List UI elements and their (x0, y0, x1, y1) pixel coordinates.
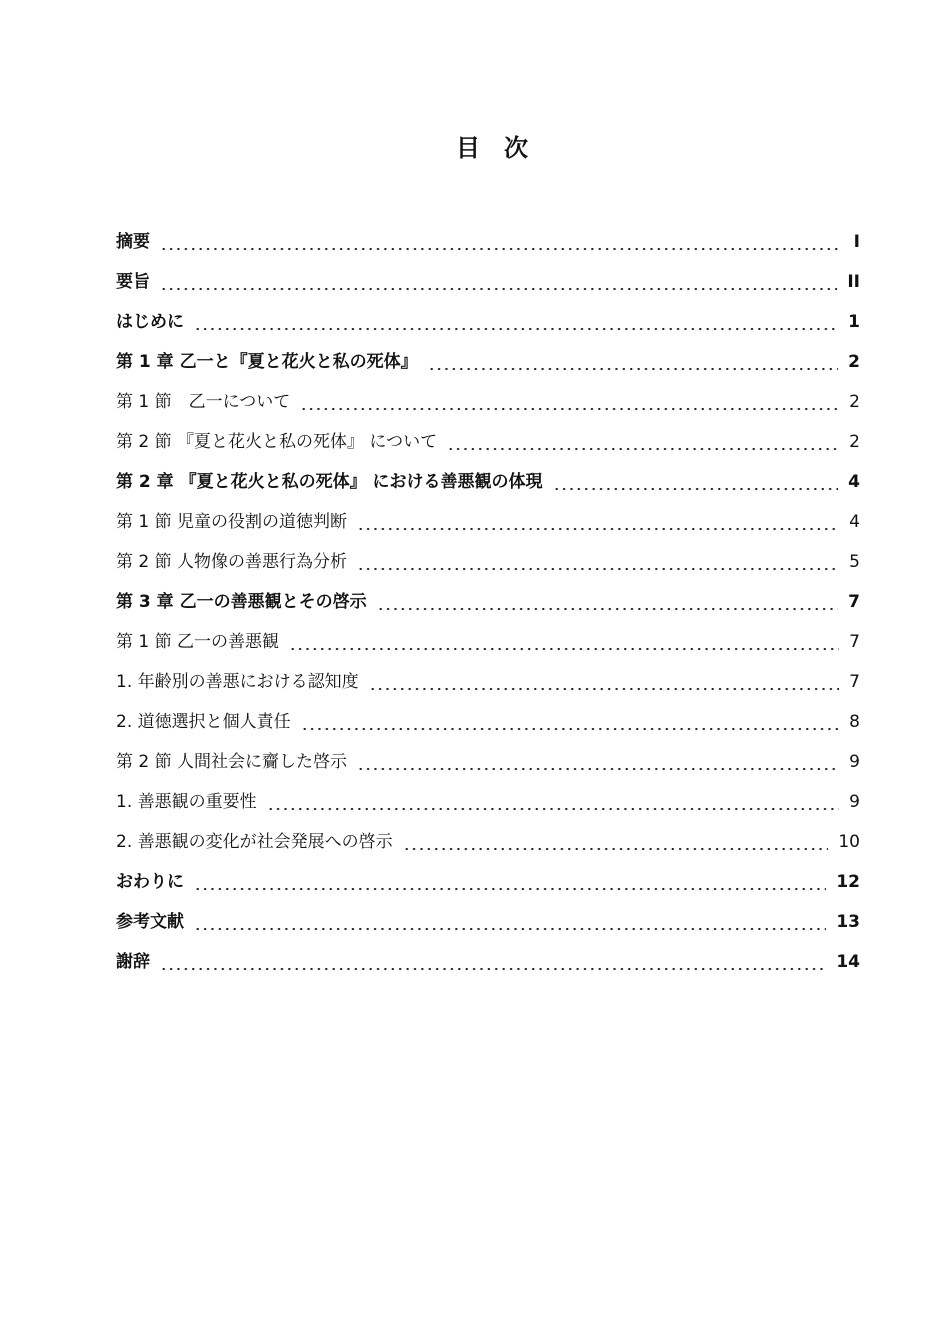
toc-entry-page-number: 10 (838, 832, 860, 852)
dot-leader (447, 422, 839, 462)
toc-entry-page-number: 1 (848, 312, 860, 332)
dot-leader (301, 702, 840, 742)
toc-entry-label: 第 1 節 児童の役割の道徳判断 (116, 512, 348, 532)
page-title: 目 次 (456, 134, 528, 162)
toc-entry-page-number: 7 (849, 672, 860, 692)
toc-entry (116, 702, 860, 742)
toc-entry (116, 742, 860, 782)
toc-entry-label: 第 1 節 乙一について (116, 392, 291, 412)
toc-entry-page-number: 14 (836, 952, 860, 972)
dot-leader (300, 382, 839, 422)
toc-entry-page-number: 4 (849, 512, 860, 532)
toc-entry (116, 942, 860, 982)
toc-entry-label: 第 2 節 『夏と花火と私の死体』 について (116, 432, 438, 452)
dot-leader (377, 582, 839, 622)
toc-entry-page-number: 13 (836, 912, 860, 932)
toc-entry-page-number: II (847, 272, 860, 292)
dot-leader (194, 862, 826, 902)
toc-entry-label: 摘要 (116, 232, 150, 252)
dot-leader (369, 662, 840, 702)
toc-entry-page-number: 4 (848, 472, 860, 492)
toc-entry-page-number: 2 (848, 352, 860, 372)
toc-entry (116, 822, 860, 862)
toc-entry-page-number: 5 (849, 552, 860, 572)
dot-leader (267, 782, 840, 822)
dot-leader (194, 902, 826, 942)
toc-entry-label: 第 3 章 乙一の善悪観とその啓示 (116, 592, 367, 612)
toc-entry-label: 第 1 章 乙一と『夏と花火と私の死体』 (116, 352, 418, 372)
toc-entry-label: 参考文献 (116, 912, 184, 932)
toc-entry-page-number: 9 (849, 752, 860, 772)
toc-entry (116, 902, 860, 942)
toc-entry-page-number: 2 (849, 432, 860, 452)
toc-entry (116, 582, 860, 622)
toc-entry (116, 222, 860, 262)
table-of-contents (116, 222, 860, 982)
dot-leader (160, 222, 840, 262)
dot-leader (160, 942, 826, 982)
toc-entry-page-number: 12 (836, 872, 860, 892)
toc-entry-page-number: 9 (849, 792, 860, 812)
dot-leader (160, 262, 837, 302)
toc-entry (116, 262, 860, 302)
toc-entry-label: 要旨 (116, 272, 150, 292)
toc-entry-label: 謝辞 (116, 952, 150, 972)
toc-entry (116, 382, 860, 422)
dot-leader (428, 342, 839, 382)
toc-entry (116, 462, 860, 502)
dot-leader (357, 742, 839, 782)
toc-entry (116, 862, 860, 902)
dot-leader (289, 622, 839, 662)
toc-entry-page-number: 7 (849, 632, 860, 652)
toc-entry-label: 2. 善悪観の変化が社会発展への啓示 (116, 832, 393, 852)
toc-entry-page-number: I (853, 232, 860, 252)
dot-leader (357, 542, 839, 582)
toc-entry-label: 第 2 節 人物像の善悪行為分析 (116, 552, 348, 572)
dot-leader (553, 462, 839, 502)
toc-entry (116, 622, 860, 662)
toc-entry (116, 302, 860, 342)
toc-entry (116, 502, 860, 542)
toc-entry-label: 2. 道徳選択と個人責任 (116, 712, 291, 732)
dot-leader (357, 502, 839, 542)
dot-leader (403, 822, 829, 862)
toc-entry (116, 422, 860, 462)
toc-entry (116, 342, 860, 382)
toc-entry-page-number: 7 (848, 592, 860, 612)
toc-entry-page-number: 8 (849, 712, 860, 732)
toc-entry-label: 1. 善悪観の重要性 (116, 792, 257, 812)
toc-entry (116, 662, 860, 702)
toc-entry-label: 第 1 節 乙一の善悪観 (116, 632, 280, 652)
toc-entry-page-number: 2 (849, 392, 860, 412)
toc-entry-label: はじめに (116, 312, 184, 332)
toc-entry (116, 542, 860, 582)
toc-entry (116, 782, 860, 822)
dot-leader (194, 302, 838, 342)
toc-entry-label: 1. 年齢別の善悪における認知度 (116, 672, 359, 692)
toc-entry-label: 第 2 節 人間社会に齎した啓示 (116, 752, 348, 772)
toc-entry-label: おわりに (116, 872, 184, 892)
toc-entry-label: 第 2 章 『夏と花火と私の死体』 における善悪観の体現 (116, 472, 543, 492)
